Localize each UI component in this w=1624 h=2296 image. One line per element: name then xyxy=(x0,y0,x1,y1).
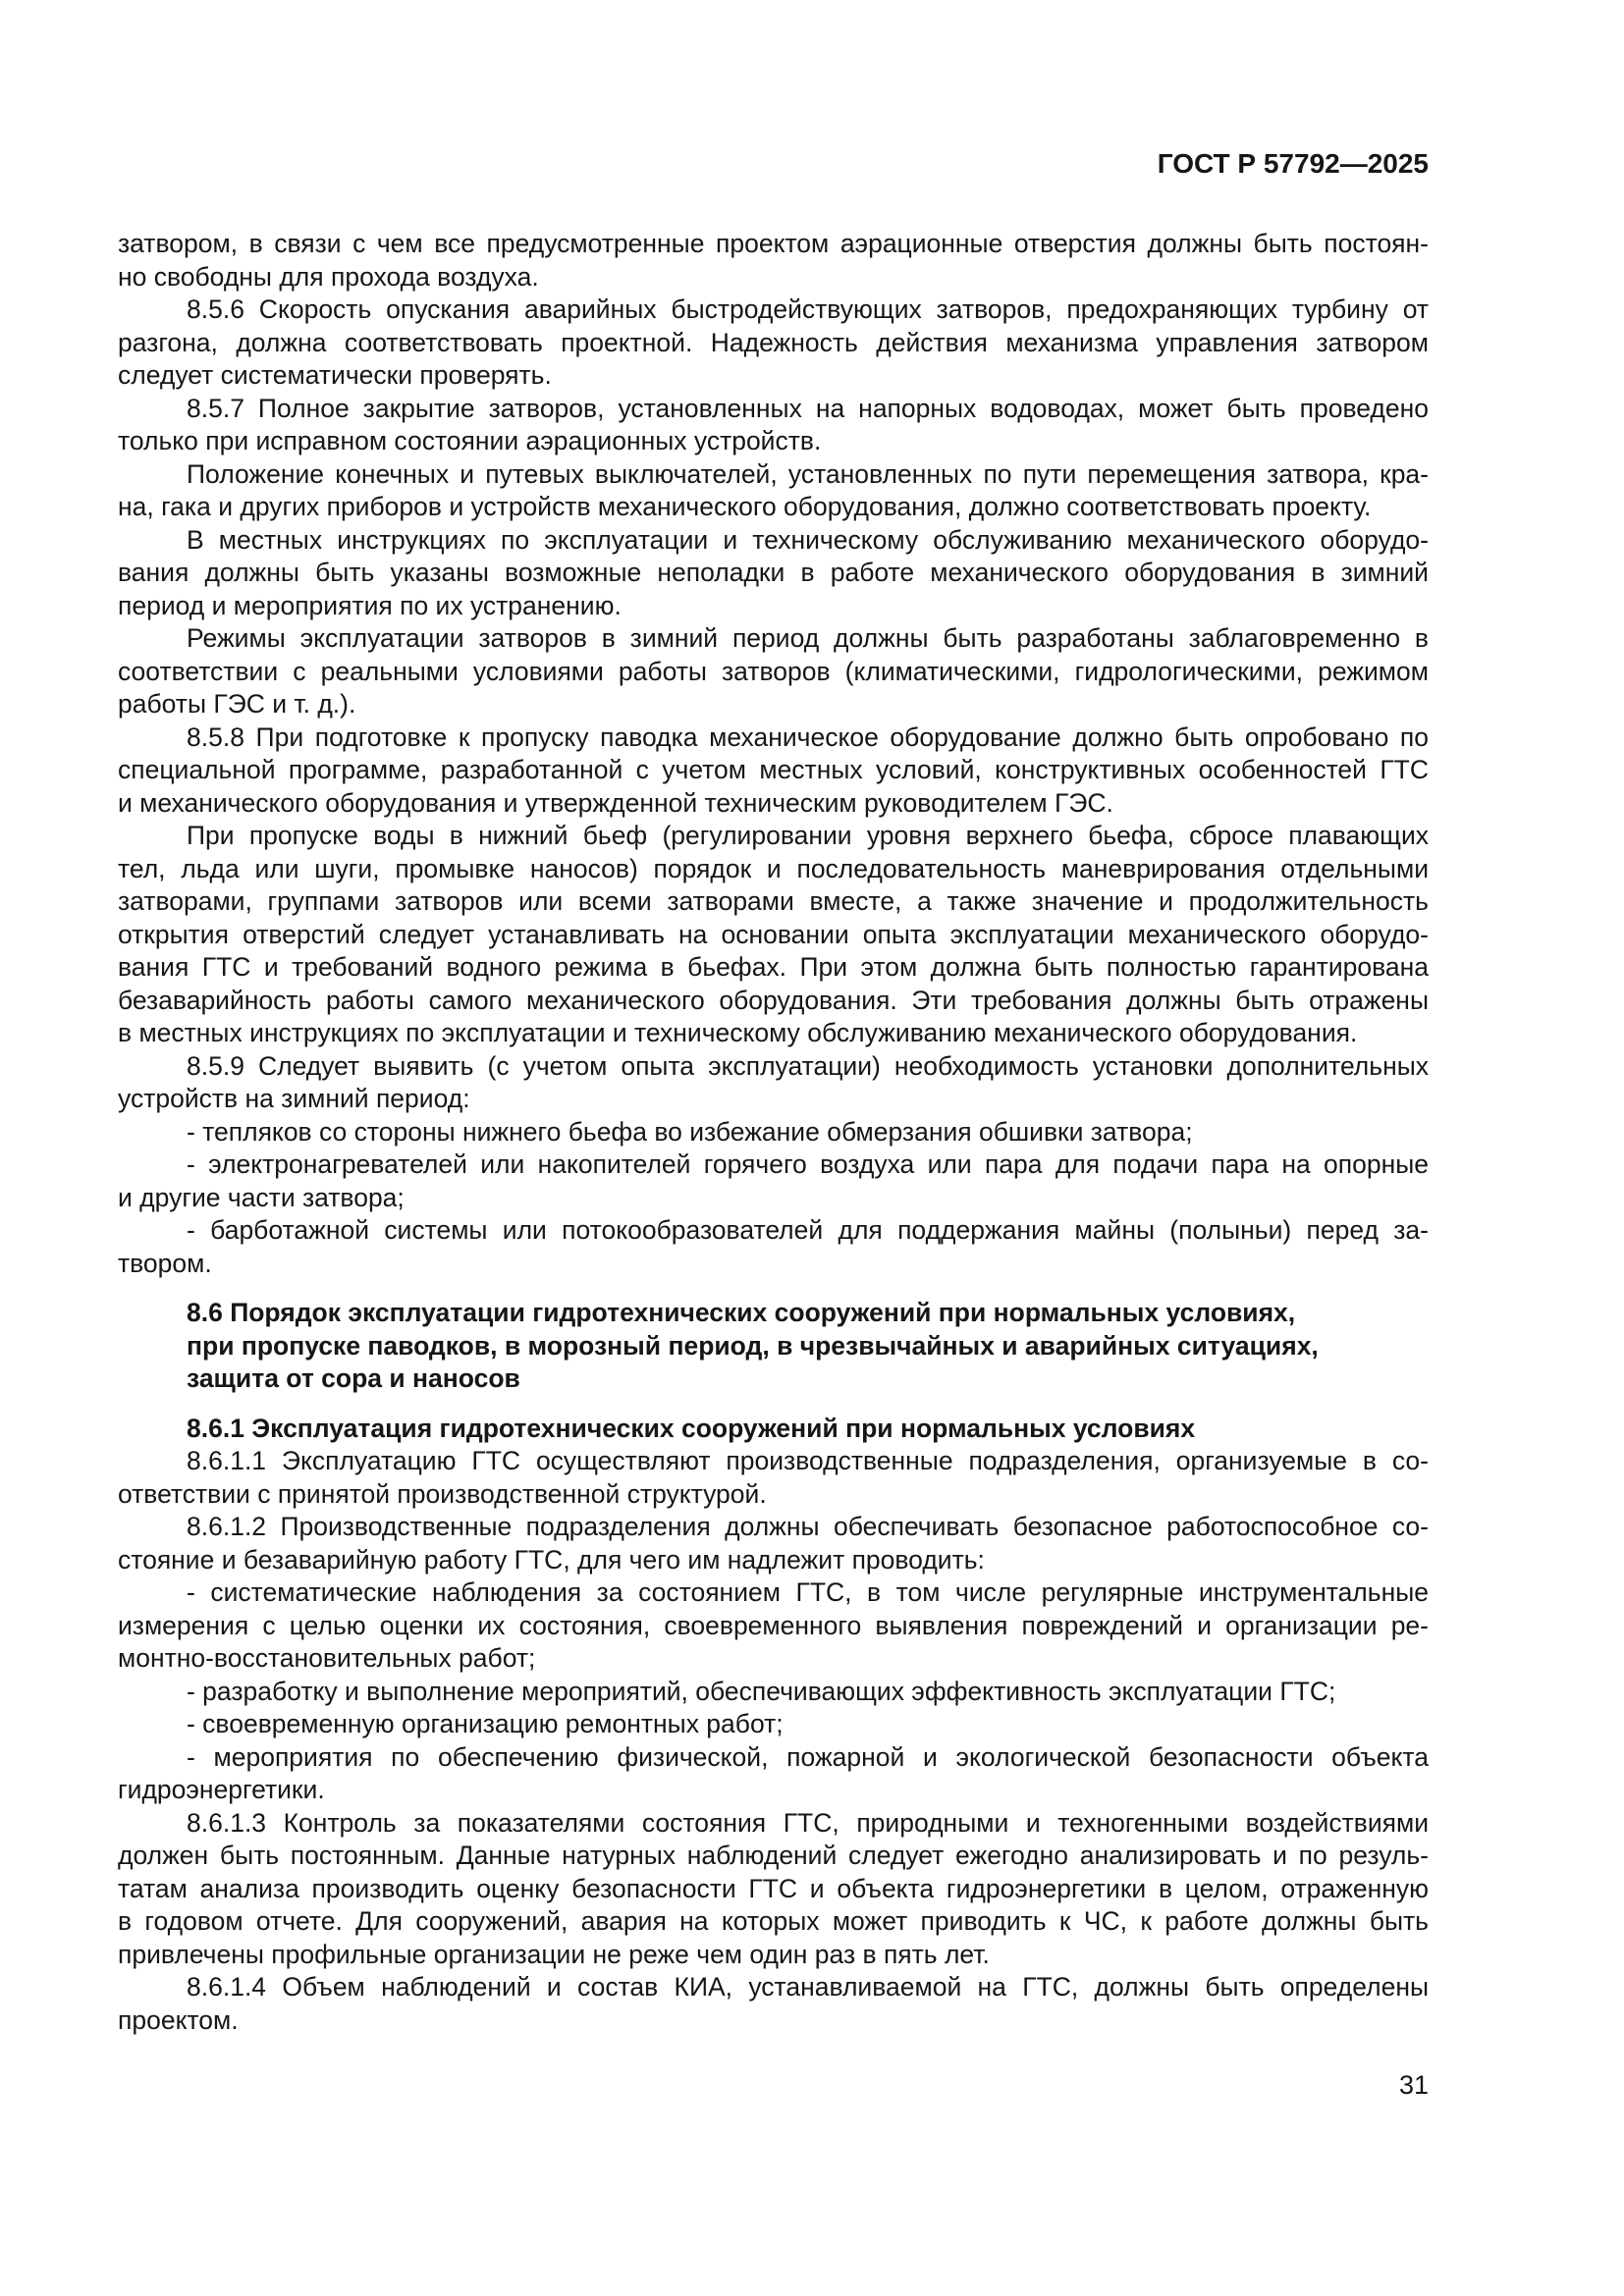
text-line: работы ГЭС и т. д.). xyxy=(118,689,356,719)
text-line: в годовом отчете. Для сооружений, авария на которых может приводить к ЧС, к работе должны быть xyxy=(118,1906,1429,1936)
list-item xyxy=(118,1741,1429,1807)
text-line: - тепляков со стороны нижнего бьефа во избежание обмерзания обшивки затвора; xyxy=(187,1116,1193,1147)
list-item xyxy=(118,1676,1429,1709)
text-line: 8.5.8 При подготовке к пропуску паводка механическое оборудование должно быть опробовано по xyxy=(187,721,1429,752)
text-line: - систематические наблюдения за состоянием ГТС, в том числе регулярные инструментальные xyxy=(187,1577,1429,1607)
text-line: гидроэнергетики. xyxy=(118,1775,325,1804)
text-line: 8.6.1.1 Эксплуатацию ГТС осуществляют производственные подразделения, организуемые в со- xyxy=(187,1446,1429,1475)
text-line: безаварийность работы самого механического оборудования. Эти требования должны быть отражены xyxy=(118,985,1429,1015)
section-heading xyxy=(118,1413,1429,1446)
text-line: затвором, в связи с чем все предусмотренные проектом аэрационные отверстия должны быть постоян- xyxy=(118,229,1429,258)
text-line: проектом. xyxy=(118,2004,239,2035)
document-body xyxy=(118,228,1429,2037)
paragraph xyxy=(118,721,1429,821)
paragraph xyxy=(118,1445,1429,1511)
running-header: ГОСТ Р 57792—2025 xyxy=(1157,148,1429,179)
text-line: на, гака и других приборов и устройств механического оборудования, должно соответствовать проекту. xyxy=(118,492,1372,521)
text-line: затворами, группами затворов или всеми затворами вместе, а также значение и продолжительность xyxy=(118,886,1429,916)
paragraph xyxy=(118,820,1429,1050)
text-line: вания должны быть указаны возможные неполадки в работе механического оборудования в зимний xyxy=(118,558,1429,587)
text-line: вания ГТС и требований водного режима в бьефах. При этом должна быть полностью гарантирована xyxy=(118,952,1429,982)
text-line: открытия отверстий следует устанавливать на основании опыта эксплуатации механического оборудо- xyxy=(118,919,1429,949)
list-item xyxy=(118,1214,1429,1280)
text-line: 8.5.9 Следует выявить (с учетом опыта эксплуатации) необходимость установки дополнительных xyxy=(187,1050,1429,1081)
text-line: и механического оборудования и утвержденной техническим руководителем ГЭС. xyxy=(118,787,1113,818)
text-line: 8.6.1.2 Производственные подразделения должны обеспечивать безопасное работоспособное со- xyxy=(187,1512,1429,1541)
list-item xyxy=(118,1148,1429,1214)
text-line: но свободны для прохода воздуха. xyxy=(118,261,539,292)
paragraph xyxy=(118,1807,1429,1972)
text-line: устройств на зимний период: xyxy=(118,1084,470,1113)
text-line: - своевременную организацию ремонтных работ; xyxy=(187,1709,784,1738)
text-line: При пропуске воды в нижний бьеф (регулировании уровня верхнего бьефа, сбросе плавающих xyxy=(187,821,1429,850)
text-line: ответствии с принятой производственной структурой. xyxy=(118,1478,767,1509)
text-line: Режимы эксплуатации затворов в зимний период должны быть разработаны заблаговременно в xyxy=(187,623,1429,653)
text-line: - мероприятия по обеспечению физической, пожарной и экологической безопасности объекта xyxy=(187,1741,1429,1772)
text-line: должен быть постоянным. Данные натурных наблюдений следует ежегодно анализировать и по резуль- xyxy=(118,1841,1429,1870)
text-line: 8.5.7 Полное закрытие затворов, установленных на напорных водоводах, может быть проведено xyxy=(187,393,1429,423)
text-line: - барботажной системы или потокообразователей для поддержания майны (полыньи) перед за- xyxy=(187,1215,1429,1245)
paragraph xyxy=(118,294,1429,393)
paragraph xyxy=(118,524,1429,623)
text-line: измерения с целью оценки их состояния, своевременного выявления повреждений и организации ре- xyxy=(118,1610,1429,1640)
paragraph xyxy=(118,622,1429,721)
list-item xyxy=(118,1708,1429,1741)
text-line: привлечены профильные организации не реже чем один раз в пять лет. xyxy=(118,1939,990,1969)
section-heading xyxy=(118,1297,1429,1396)
text-line: 8.5.6 Скорость опускания аварийных быстродействующих затворов, предохраняющих турбину от xyxy=(187,294,1429,324)
text-line: разгона, должна соответствовать проектной. Надежность действия механизма управления затвором xyxy=(118,327,1429,357)
text-line: и другие части затвора; xyxy=(118,1182,405,1212)
page-number: 31 xyxy=(1398,2070,1429,2100)
paragraph xyxy=(118,393,1429,458)
paragraph xyxy=(118,1511,1429,1576)
text-line: тел, льда или шуги, промывке наносов) порядок и последовательность маневрирования отдельными xyxy=(118,853,1429,883)
text-line: твором. xyxy=(118,1248,212,1278)
paragraph xyxy=(118,1050,1429,1116)
text-line: специальной программе, разработанной с учетом местных условий, конструктивных особенностей ГТС xyxy=(118,755,1429,784)
list-item xyxy=(118,1116,1429,1149)
text-line: защита от сора и наносов xyxy=(187,1363,520,1393)
text-line: соответствии с реальными условиями работы затворов (климатическими, гидрологическими, режимом xyxy=(118,656,1429,686)
text-line: - электронагревателей или накопителей горячего воздуха или пара для подачи пара на опорные xyxy=(187,1149,1429,1179)
text-line: следует систематически проверять. xyxy=(118,360,552,390)
text-line: В местных инструкциях по эксплуатации и техническому обслуживанию механического оборудо- xyxy=(187,524,1429,555)
continuation xyxy=(118,228,1429,294)
text-line: при пропуске паводков, в морозный период, в чрезвычайных и аварийных ситуациях, xyxy=(187,1330,1319,1361)
text-line: 8.6 Порядок эксплуатации гидротехнических сооружений при нормальных условиях, xyxy=(187,1298,1296,1327)
text-line: - разработку и выполнение мероприятий, обеспечивающих эффективность эксплуатации ГТС; xyxy=(187,1676,1336,1706)
text-line: период и мероприятия по их устранению. xyxy=(118,590,622,620)
text-line: 8.6.1.4 Объем наблюдений и состав КИА, устанавливаемой на ГТС, должны быть определены xyxy=(187,1972,1429,2002)
text-line: только при исправном состоянии аэрационных устройств. xyxy=(118,426,822,455)
text-line: стояние и безаварийную работу ГТС, для чего им надлежит проводить: xyxy=(118,1544,985,1575)
text-line: монтно-восстановительных работ; xyxy=(118,1643,536,1673)
text-line: в местных инструкциях по эксплуатации и техническому обслуживанию механического оборудования. xyxy=(118,1018,1358,1047)
list-item xyxy=(118,1576,1429,1676)
paragraph xyxy=(118,1971,1429,2037)
text-line: Положение конечных и путевых выключателей, установленных по пути перемещения затвора, кра- xyxy=(187,458,1429,489)
text-line: 8.6.1 Эксплуатация гидротехнических сооружений при нормальных условиях xyxy=(187,1413,1196,1443)
text-line: татам анализа производить оценку безопасности ГТС и объекта гидроэнергетики в целом, отраженную xyxy=(118,1873,1429,1903)
text-line: 8.6.1.3 Контроль за показателями состояния ГТС, природными и техногенными воздействиями xyxy=(187,1807,1429,1838)
paragraph xyxy=(118,458,1429,524)
